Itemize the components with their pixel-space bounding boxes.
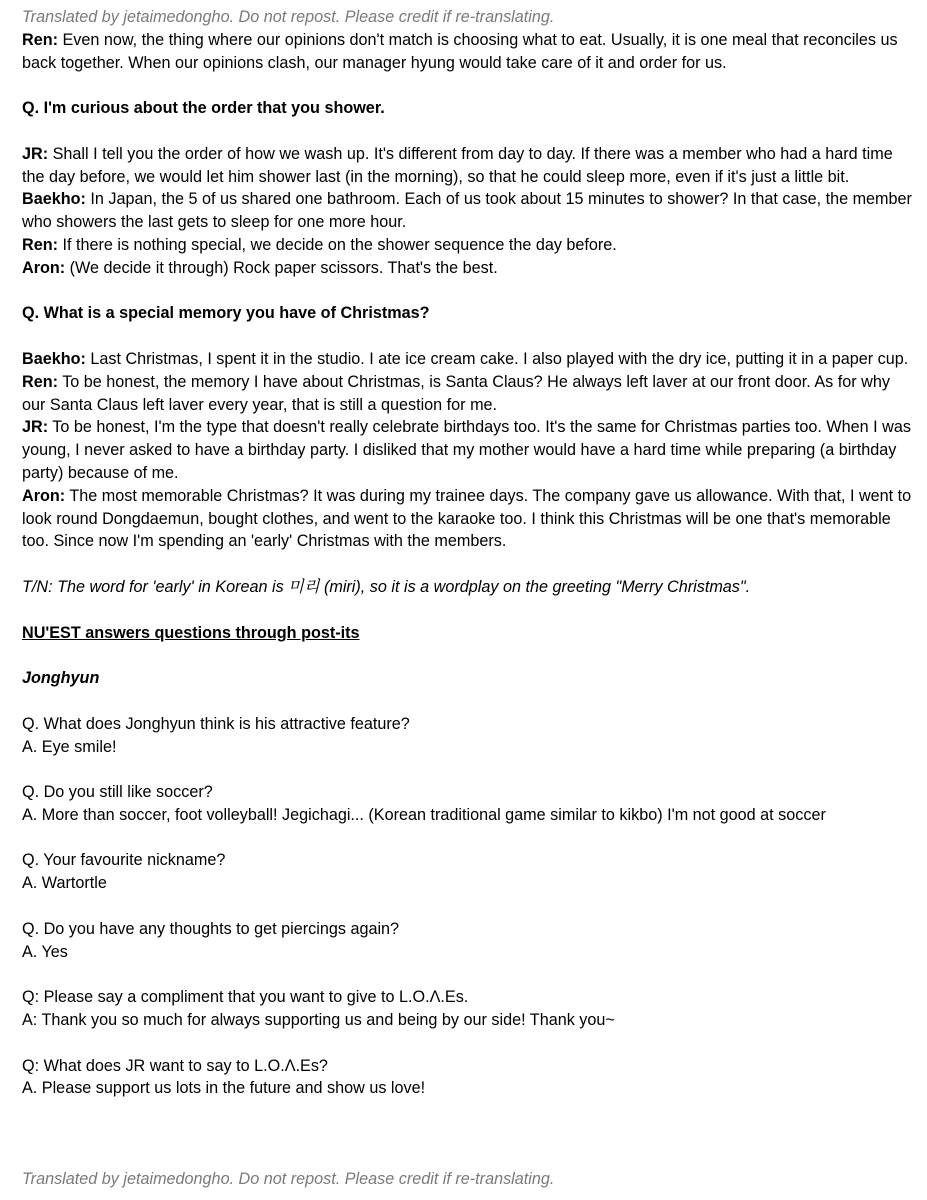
translator-note: T/N: The word for 'early' in Korean is 미리 (miri), so it is a wordplay on the greeting "Merry Christmas".	[22, 577, 751, 596]
question-christmas-memory: Q. What is a special memory you have of Christmas?	[22, 304, 430, 323]
answer-ren-shower	[22, 234, 912, 257]
answer-baekho-christmas	[22, 348, 912, 371]
answer-text: Shall I tell you the order of how we wash up. It's different from day to day. If there was a member who had a hard time the day before, we would let him shower last (in the morning), so that he could sleep more, even if it's just a little bit.	[22, 144, 893, 186]
postit-answer: A. Yes	[22, 942, 68, 961]
speaker-label: Ren:	[22, 30, 58, 49]
answer-baekho-shower	[22, 188, 912, 234]
answer-text: To be honest, I'm the type that doesn't really celebrate birthdays too. It's the same for Christmas parties too. When I was young, I never asked to have a birthday party. I disliked that my mother would have a hard time while preparing (a birthday party) because of me.	[22, 418, 911, 482]
answer-ren-christmas	[22, 371, 912, 417]
postit-qa-4	[22, 918, 912, 964]
postit-question: Q. Your favourite nickname?	[22, 851, 226, 870]
answer-text: To be honest, the memory I have about Christmas, is Santa Claus? He always left laver at our front door. As for why our Santa Claus left laver every year, that is still a question for me.	[22, 372, 890, 414]
answer-jr-shower	[22, 143, 912, 189]
speaker-label: JR:	[22, 418, 49, 437]
answer-ren-food	[22, 29, 912, 75]
postit-qa-1	[22, 713, 912, 759]
question-shower-order: Q. I'm curious about the order that you shower.	[22, 99, 385, 118]
postit-question: Q: Please say a compliment that you want to give to L.O.Λ.Es.	[22, 988, 469, 1007]
answer-jr-christmas	[22, 416, 912, 484]
section-title: NU'EST answers questions through post-its	[22, 623, 360, 642]
answer-text: Even now, the thing where our opinions don't match is choosing what to eat. Usually, it is one meal that reconciles us back together. When our opinions clash, our manager hyung would take care of it and order for us.	[22, 30, 898, 72]
postit-answer: A. Wartortle	[22, 874, 107, 893]
postit-question: Q: What does JR want to say to L.O.Λ.Es?	[22, 1056, 328, 1075]
answer-text: (We decide it through) Rock paper scissors. That's the best.	[65, 258, 498, 277]
answer-aron-christmas	[22, 485, 912, 553]
postit-question: Q. What does Jonghyun think is his attractive feature?	[22, 714, 410, 733]
postit-answer: A. Please support us lots in the future and show us love!	[22, 1079, 426, 1098]
postit-answer: A. Eye smile!	[22, 737, 117, 756]
postit-qa-5	[22, 986, 912, 1032]
postit-qa-3	[22, 849, 912, 895]
postit-answer: A: Thank you so much for always supporting us and being by our side! Thank you~	[22, 1011, 615, 1030]
answer-text: Last Christmas, I spent it in the studio. I ate ice cream cake. I also played with the dry ice, putting it in a paper cup.	[85, 349, 909, 368]
postit-question: Q. Do you have any thoughts to get piercings again?	[22, 919, 400, 938]
speaker-label: Baekho:	[22, 349, 86, 368]
speaker-label: Ren:	[22, 235, 58, 254]
translator-credit-bottom: Translated by jetaimedongho. Do not repost. Please credit if re-translating.	[22, 1170, 555, 1188]
speaker-label: Aron:	[22, 258, 66, 277]
answer-text: The most memorable Christmas? It was during my trainee days. The company gave us allowance. With that, I went to look round Dongdaemun, bought clothes, and went to the karaoke too. I think this Christmas will be one that's memorable too. Since now I'm spending an 'early' Christmas with the members.	[22, 486, 912, 551]
answer-text: In Japan, the 5 of us shared one bathroom. Each of us took about 15 minutes to shower? In that case, the member who showers the last gets to sleep for one more hour.	[22, 190, 912, 232]
answer-aron-shower	[22, 257, 912, 280]
speaker-label: Baekho:	[22, 190, 86, 209]
member-name: Jonghyun	[22, 669, 100, 688]
translator-credit-top: Translated by jetaimedongho. Do not repost. Please credit if re-translating.	[22, 8, 555, 26]
answer-text: If there is nothing special, we decide on the shower sequence the day before.	[57, 235, 617, 254]
document-body	[22, 6, 912, 1100]
speaker-label: Ren:	[22, 372, 58, 391]
postit-question: Q. Do you still like soccer?	[22, 783, 213, 802]
speaker-label: JR:	[22, 144, 49, 163]
speaker-label: Aron:	[22, 486, 66, 505]
postit-answer: A. More than soccer, foot volleyball! Jegichagi... (Korean traditional game similar to kikbo) I'm not good at soccer	[22, 805, 826, 824]
postit-qa-6	[22, 1055, 912, 1101]
postit-qa-2	[22, 781, 912, 827]
